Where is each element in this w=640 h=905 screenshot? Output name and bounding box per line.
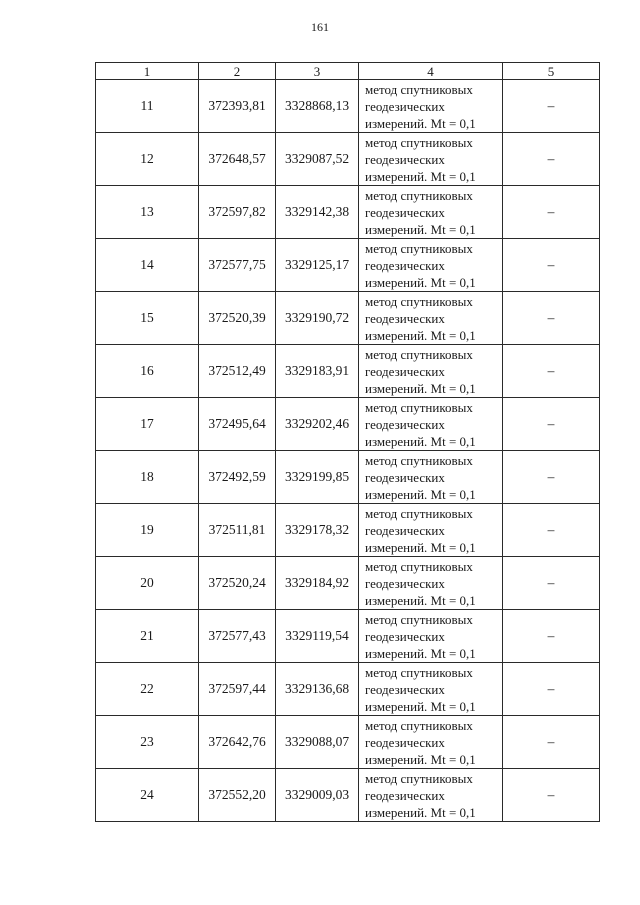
header-row — [96, 63, 600, 80]
x-coordinate-cell: 372577,43 — [199, 610, 276, 663]
method-line-2: геодезических — [365, 257, 445, 273]
x-coordinate-cell: 372642,76 — [199, 716, 276, 769]
x-coordinate-cell: 372520,39 — [199, 292, 276, 345]
x-coordinate-cell: 372511,81 — [199, 504, 276, 557]
method-cell — [359, 80, 503, 133]
y-coordinate-cell: 3329088,07 — [276, 716, 359, 769]
y-coordinate-cell: 3329184,92 — [276, 557, 359, 610]
note-cell: – — [503, 133, 600, 186]
method-line-2: геодезических — [365, 787, 445, 803]
method-line-1: метод спутниковых — [365, 452, 473, 468]
note-cell: – — [503, 292, 600, 345]
header-col-1: 1 — [96, 63, 199, 80]
method-line-2: геодезических — [365, 628, 445, 644]
method-line-2: геодезических — [365, 363, 445, 379]
method-cell — [359, 610, 503, 663]
point-number-cell: 21 — [96, 610, 199, 663]
method-line-2: геодезических — [365, 416, 445, 432]
method-cell — [359, 557, 503, 610]
method-line-1: метод спутниковых — [365, 770, 473, 786]
table-row — [96, 345, 600, 398]
y-coordinate-cell: 3329136,68 — [276, 663, 359, 716]
point-number-cell: 16 — [96, 345, 199, 398]
table-row — [96, 398, 600, 451]
note-cell: – — [503, 398, 600, 451]
note-cell: – — [503, 769, 600, 822]
point-number-cell: 20 — [96, 557, 199, 610]
point-number-cell: 12 — [96, 133, 199, 186]
y-coordinate-cell: 3329125,17 — [276, 239, 359, 292]
x-coordinate-cell: 372552,20 — [199, 769, 276, 822]
method-line-2: геодезических — [365, 734, 445, 750]
method-line-1: метод спутниковых — [365, 558, 473, 574]
y-coordinate-cell: 3329199,85 — [276, 451, 359, 504]
table-row — [96, 239, 600, 292]
method-line-2: геодезических — [365, 469, 445, 485]
y-coordinate-cell: 3329119,54 — [276, 610, 359, 663]
table-row — [96, 663, 600, 716]
method-line-3: измерений. Mt = 0,1 — [365, 539, 476, 555]
note-cell: – — [503, 610, 600, 663]
method-line-3: измерений. Mt = 0,1 — [365, 698, 476, 714]
y-coordinate-cell: 3329009,03 — [276, 769, 359, 822]
table-row — [96, 80, 600, 133]
table-body — [96, 80, 600, 822]
method-cell — [359, 186, 503, 239]
method-line-2: геодезических — [365, 98, 445, 114]
method-cell — [359, 451, 503, 504]
method-line-1: метод спутниковых — [365, 346, 473, 362]
method-line-3: измерений. Mt = 0,1 — [365, 380, 476, 396]
table-row — [96, 133, 600, 186]
coordinates-table — [95, 62, 600, 822]
point-number-cell: 15 — [96, 292, 199, 345]
method-line-2: геодезических — [365, 522, 445, 538]
method-line-3: измерений. Mt = 0,1 — [365, 592, 476, 608]
method-line-3: измерений. Mt = 0,1 — [365, 221, 476, 237]
x-coordinate-cell: 372512,49 — [199, 345, 276, 398]
method-line-3: измерений. Mt = 0,1 — [365, 645, 476, 661]
method-line-3: измерений. Mt = 0,1 — [365, 274, 476, 290]
y-coordinate-cell: 3329183,91 — [276, 345, 359, 398]
method-line-1: метод спутниковых — [365, 505, 473, 521]
method-cell — [359, 504, 503, 557]
method-cell — [359, 345, 503, 398]
note-cell: – — [503, 80, 600, 133]
method-line-2: геодезических — [365, 310, 445, 326]
method-line-1: метод спутниковых — [365, 293, 473, 309]
table-row — [96, 610, 600, 663]
method-cell — [359, 716, 503, 769]
table-header — [96, 63, 600, 80]
method-line-1: метод спутниковых — [365, 134, 473, 150]
method-line-3: измерений. Mt = 0,1 — [365, 168, 476, 184]
point-number-cell: 22 — [96, 663, 199, 716]
table-row — [96, 716, 600, 769]
point-number-cell: 13 — [96, 186, 199, 239]
x-coordinate-cell: 372648,57 — [199, 133, 276, 186]
header-col-4: 4 — [359, 63, 503, 80]
point-number-cell: 23 — [96, 716, 199, 769]
note-cell: – — [503, 504, 600, 557]
table-row — [96, 557, 600, 610]
method-line-2: геодезических — [365, 681, 445, 697]
page-number: 161 — [311, 20, 329, 34]
method-line-1: метод спутниковых — [365, 664, 473, 680]
method-line-2: геодезических — [365, 575, 445, 591]
point-number-cell: 19 — [96, 504, 199, 557]
point-number-cell: 24 — [96, 769, 199, 822]
point-number-cell: 18 — [96, 451, 199, 504]
x-coordinate-cell: 372597,82 — [199, 186, 276, 239]
point-number-cell: 11 — [96, 80, 199, 133]
point-number-cell: 14 — [96, 239, 199, 292]
x-coordinate-cell: 372393,81 — [199, 80, 276, 133]
header-col-3: 3 — [276, 63, 359, 80]
x-coordinate-cell: 372577,75 — [199, 239, 276, 292]
method-cell — [359, 663, 503, 716]
note-cell: – — [503, 239, 600, 292]
table-row — [96, 292, 600, 345]
x-coordinate-cell: 372495,64 — [199, 398, 276, 451]
method-line-1: метод спутниковых — [365, 399, 473, 415]
method-line-3: измерений. Mt = 0,1 — [365, 115, 476, 131]
method-line-3: измерений. Mt = 0,1 — [365, 486, 476, 502]
y-coordinate-cell: 3329087,52 — [276, 133, 359, 186]
note-cell: – — [503, 716, 600, 769]
x-coordinate-cell: 372597,44 — [199, 663, 276, 716]
y-coordinate-cell: 3329190,72 — [276, 292, 359, 345]
method-cell — [359, 398, 503, 451]
method-line-1: метод спутниковых — [365, 240, 473, 256]
method-line-2: геодезических — [365, 151, 445, 167]
x-coordinate-cell: 372520,24 — [199, 557, 276, 610]
x-coordinate-cell: 372492,59 — [199, 451, 276, 504]
note-cell: – — [503, 186, 600, 239]
method-line-1: метод спутниковых — [365, 187, 473, 203]
method-line-1: метод спутниковых — [365, 717, 473, 733]
y-coordinate-cell: 3329142,38 — [276, 186, 359, 239]
point-number-cell: 17 — [96, 398, 199, 451]
y-coordinate-cell: 3328868,13 — [276, 80, 359, 133]
method-line-2: геодезических — [365, 204, 445, 220]
y-coordinate-cell: 3329202,46 — [276, 398, 359, 451]
method-cell — [359, 239, 503, 292]
note-cell: – — [503, 663, 600, 716]
header-col-2: 2 — [199, 63, 276, 80]
method-line-3: измерений. Mt = 0,1 — [365, 327, 476, 343]
method-line-1: метод спутниковых — [365, 611, 473, 627]
table-row — [96, 451, 600, 504]
table-row — [96, 769, 600, 822]
note-cell: – — [503, 557, 600, 610]
method-line-1: метод спутниковых — [365, 81, 473, 97]
table-row — [96, 186, 600, 239]
y-coordinate-cell: 3329178,32 — [276, 504, 359, 557]
header-col-5: 5 — [503, 63, 600, 80]
table-row — [96, 504, 600, 557]
note-cell: – — [503, 451, 600, 504]
method-line-3: измерений. Mt = 0,1 — [365, 433, 476, 449]
note-cell: – — [503, 345, 600, 398]
method-cell — [359, 769, 503, 822]
method-cell — [359, 133, 503, 186]
method-line-3: измерений. Mt = 0,1 — [365, 804, 476, 820]
method-line-3: измерений. Mt = 0,1 — [365, 751, 476, 767]
method-cell — [359, 292, 503, 345]
